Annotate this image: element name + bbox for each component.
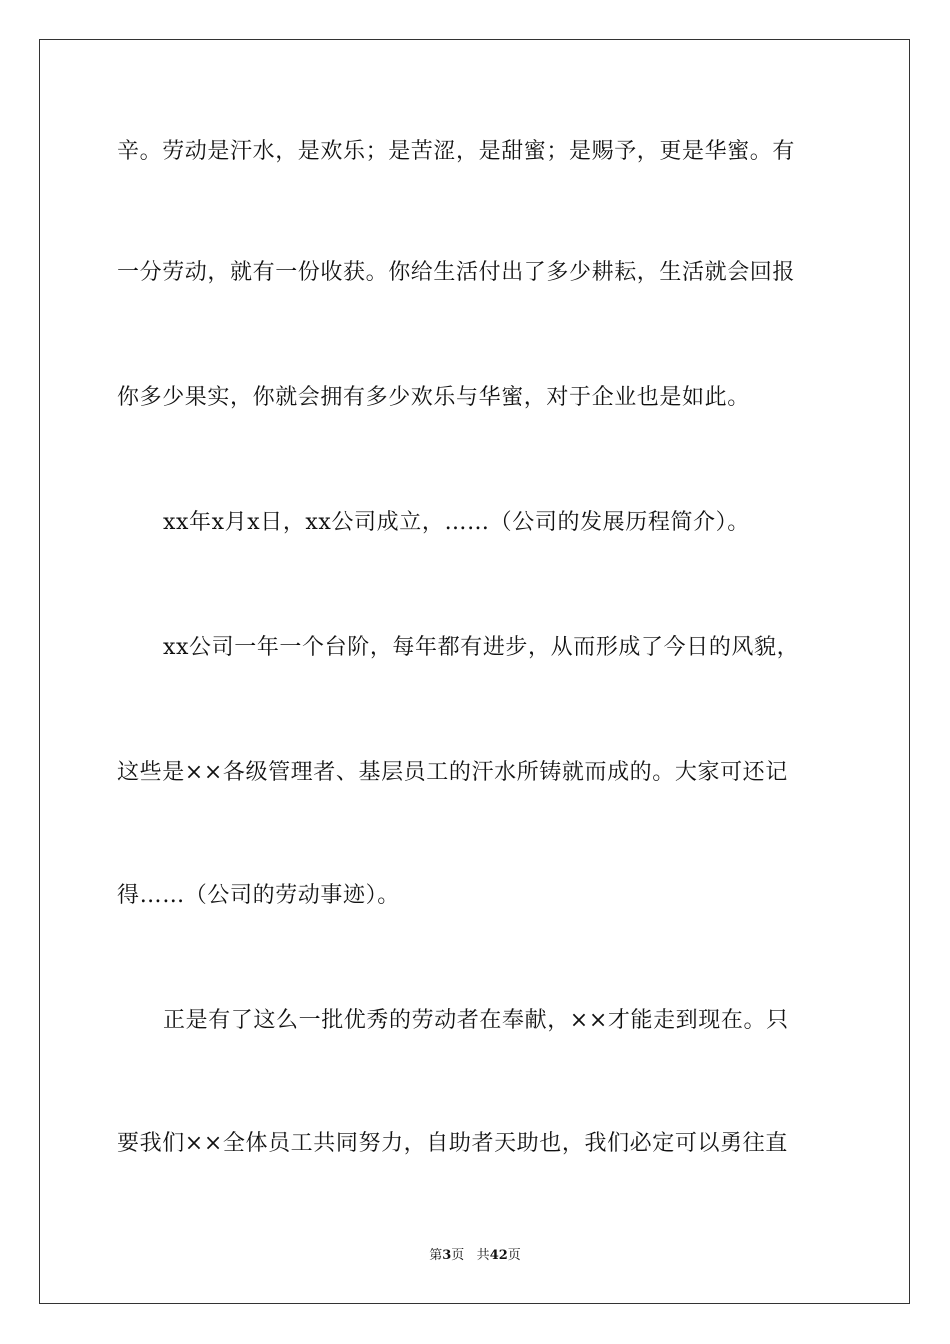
text-line: 你多少果实，你就会拥有多少欢乐与华蜜，对于企业也是如此。 <box>117 385 750 410</box>
page-number: 3 <box>442 1248 452 1263</box>
total-pages: 42 <box>489 1248 508 1263</box>
text-line: xx年x月x日，xx公司成立，……（公司的发展历程简介）。 <box>163 510 750 535</box>
text-line: 正是有了这么一批优秀的劳动者在奉献，××才能走到现在。只 <box>163 1008 789 1033</box>
total-prefix: 共 <box>476 1248 490 1263</box>
text-line: 得……（公司的劳动事迹）。 <box>117 883 400 908</box>
text-line: 一分劳动，就有一份收获。你给生活付出了多少耕耘，生活就会回报 <box>117 260 796 285</box>
text-line: 要我们××全体员工共同努力，自助者天助也，我们必定可以勇往直 <box>117 1131 788 1156</box>
text-line: xx公司一年一个台阶，每年都有进步，从而形成了今日的风貌， <box>163 635 800 660</box>
text-line: 辛。劳动是汗水，是欢乐；是苦涩，是甜蜜；是赐予，更是华蜜。有 <box>117 139 796 164</box>
total-suffix: 页 <box>507 1248 521 1263</box>
page-footer <box>0 1247 950 1265</box>
page-suffix: 页 <box>451 1248 465 1263</box>
page-border <box>39 39 910 1304</box>
text-line: 这些是××各级管理者、基层员工的汗水所铸就而成的。大家可还记 <box>117 760 788 785</box>
page-prefix: 第 <box>429 1248 443 1263</box>
